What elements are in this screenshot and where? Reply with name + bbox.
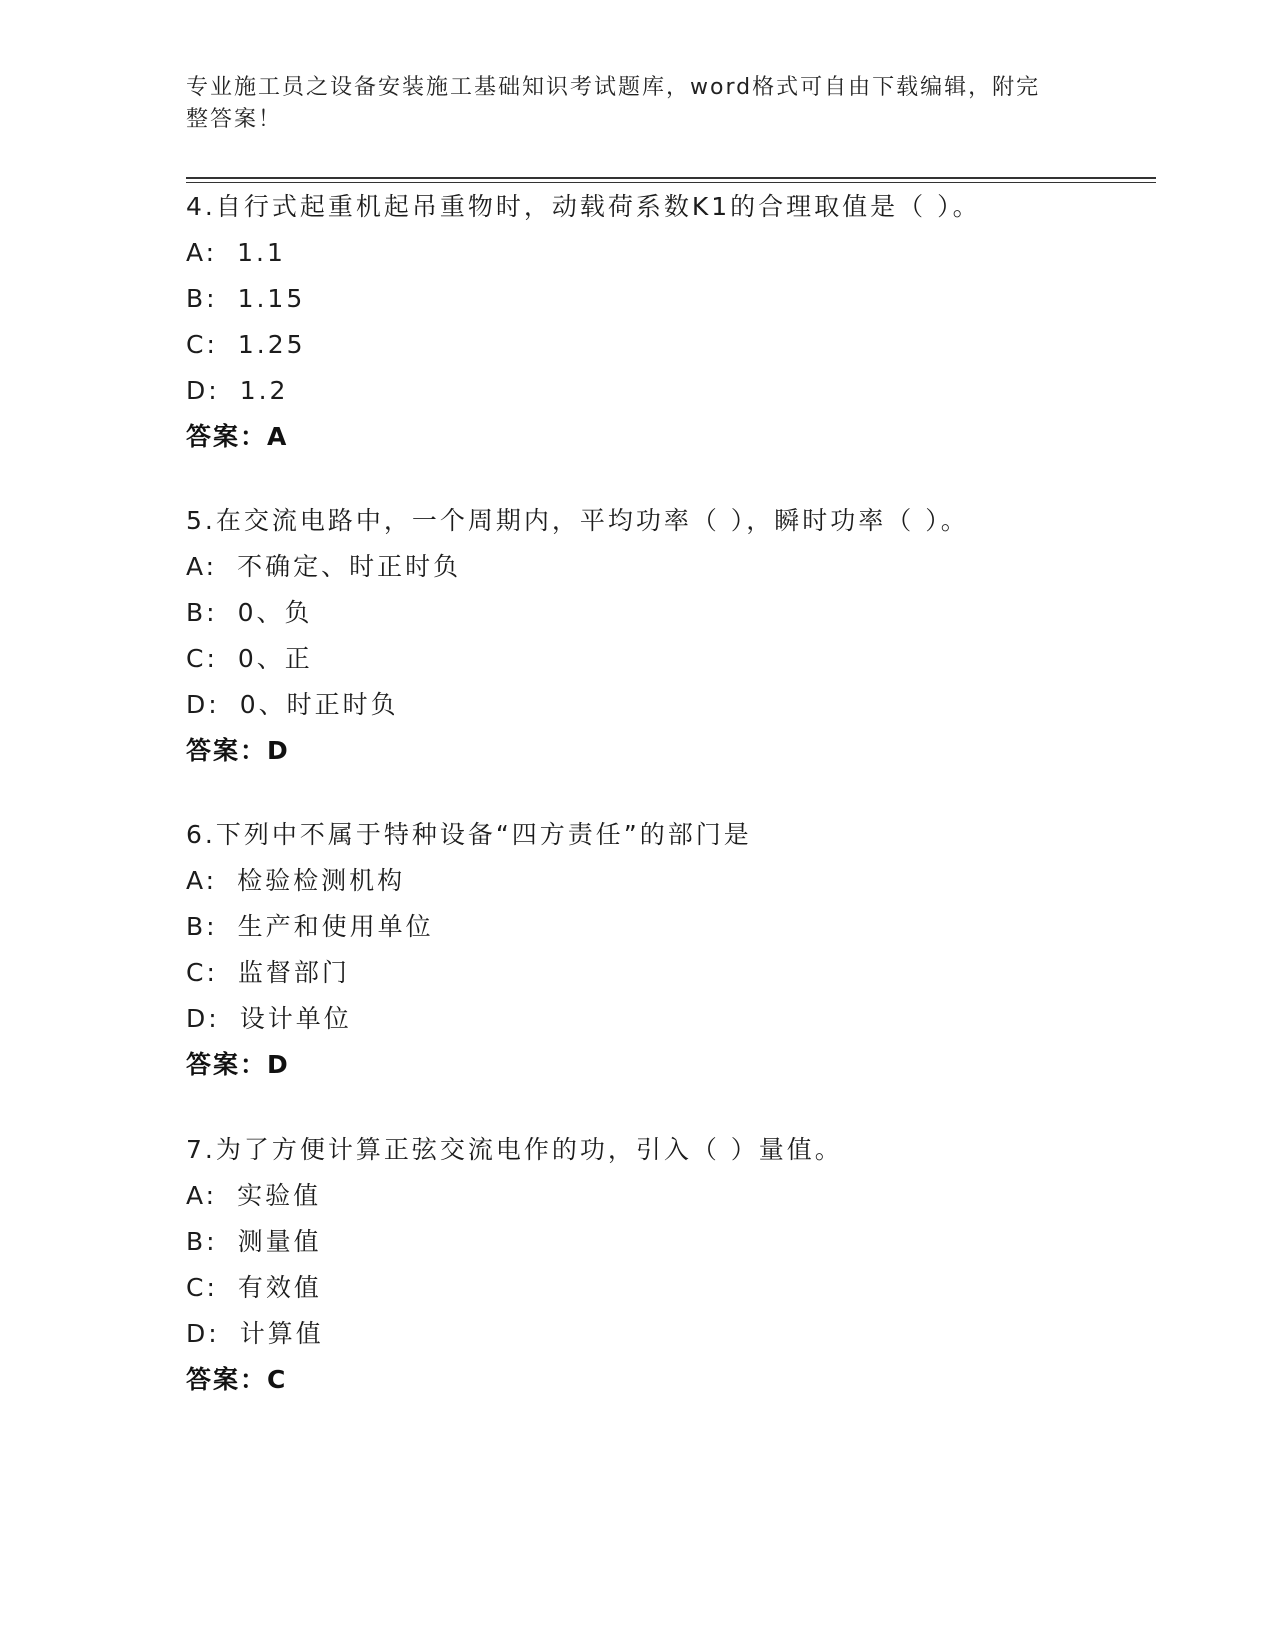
option-a: A: 不确定、时正时负 (186, 552, 462, 581)
question-block (186, 1127, 1146, 1403)
option-d: D: 设计单位 (186, 1004, 352, 1033)
answer-line: 答案：D (186, 1050, 290, 1079)
option-d: D: 0、时正时负 (186, 690, 399, 719)
option-c: C: 1.25 (186, 330, 306, 359)
option-c: C: 0、正 (186, 644, 313, 673)
option-d: D: 计算值 (186, 1319, 324, 1348)
document-header (186, 72, 1066, 136)
option-c: C: 监督部门 (186, 958, 350, 987)
answer-line: 答案：A (186, 422, 289, 451)
header-divider-thin (186, 182, 1156, 183)
option-a: A: 实验值 (186, 1181, 322, 1210)
header-line-1: 专业施工员之设备安装施工基础知识考试题库，word格式可自由下载编辑，附完 (186, 75, 1041, 100)
question-block (186, 184, 1146, 460)
question-block (186, 812, 1146, 1088)
header-divider-thick (186, 177, 1156, 179)
question-stem: 7.为了方便计算正弦交流电作的功，引入（ ）量值。 (186, 1135, 843, 1164)
question-stem: 4.自行式起重机起吊重物时，动载荷系数K1的合理取值是（ ）。 (186, 192, 981, 221)
question-stem: 6.下列中不属于特种设备“四方责任”的部门是 (186, 820, 752, 849)
question-block (186, 498, 1146, 774)
option-b: B: 测量值 (186, 1227, 322, 1256)
option-b: B: 0、负 (186, 598, 313, 627)
option-b: B: 生产和使用单位 (186, 912, 434, 941)
header-line-2: 整答案！ (186, 107, 283, 132)
option-d: D: 1.2 (186, 376, 289, 405)
option-b: B: 1.15 (186, 284, 306, 313)
answer-line: 答案：D (186, 736, 290, 765)
option-a: A: 1.1 (186, 238, 286, 267)
option-c: C: 有效值 (186, 1273, 322, 1302)
question-stem: 5.在交流电路中，一个周期内，平均功率（ ），瞬时功率（ ）。 (186, 506, 969, 535)
answer-line: 答案：C (186, 1365, 288, 1394)
option-a: A: 检验检测机构 (186, 866, 406, 895)
